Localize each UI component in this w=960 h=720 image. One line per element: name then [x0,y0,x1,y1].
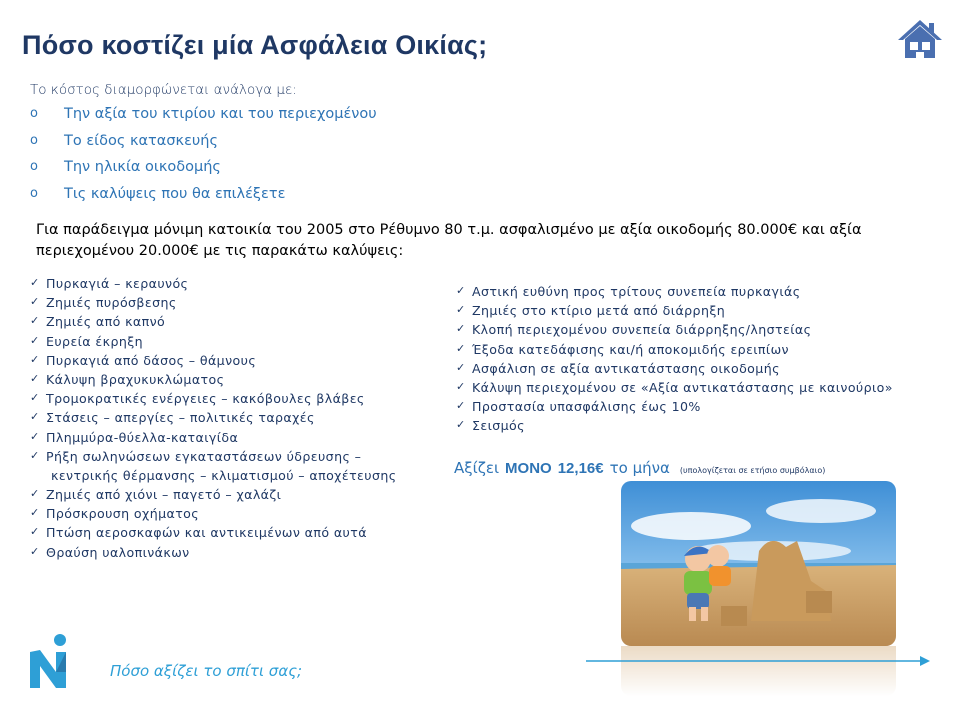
check-icon: ✓ [456,360,466,374]
coverage-list-right [456,284,893,438]
check-icon: ✓ [456,303,466,317]
list-item: ✓ Προστασία υπασφάλισης έως 10% [456,399,893,418]
list-item: ✓ Πρόσκρουση οχήματος [30,506,397,525]
list-item: ✓ Ρήξη σωληνώσεων εγκαταστάσεων ύδρευσης – [30,449,397,468]
list-item: ✓ Αστική ευθύνη προς τρίτους συνεπεία πυρκαγιάς [456,284,893,303]
list-item: ✓ Ευρεία έκρηξη [30,334,397,353]
check-icon: ✓ [30,544,40,558]
check-icon: ✓ [30,333,40,347]
page-title: Πόσο κοστίζει μία Ασφάλεια Οικίας; [22,30,488,60]
list-item: ✓ Κάλυψη βραχυκυκλώματος [30,372,397,391]
list-item: ✓ Θραύση υαλοπινάκων [30,545,397,564]
company-logo [26,632,74,690]
list-item: o Την αξία του κτιρίου και του περιεχομένου [30,106,377,133]
list-item: o Την ηλικία οικοδομής [30,159,377,186]
check-icon: ✓ [456,322,466,336]
list-item: ✓ Ζημιές από καπνό [30,314,397,333]
check-icon: ✓ [30,410,40,424]
check-icon: ✓ [456,379,466,393]
price-amount: 12,16€ [557,460,604,477]
check-icon: ✓ [456,418,466,432]
price-prefix: Αξίζει [454,459,500,477]
bullet-icon: o [30,185,38,201]
check-icon: ✓ [30,314,40,328]
list-item: o Το είδος κατασκευής [30,133,377,160]
list-item: ✓ Πυρκαγιά από δάσος – θάμνους [30,353,397,372]
beach-children-photo [621,481,896,646]
list-item: ✓ Σεισμός [456,418,893,437]
check-icon: ✓ [30,295,40,309]
check-icon: ✓ [30,487,40,501]
home-icon[interactable] [896,18,944,60]
bullet-icon: o [30,132,38,148]
check-icon: ✓ [456,341,466,355]
list-item: ✓ Ζημιές πυρόσβεσης [30,295,397,314]
list-item: ✓ Πτώση αεροσκαφών και αντικειμένων από αυτά [30,525,397,544]
list-item: ✓ Ζημιές στο κτίριο μετά από διάρρηξη [456,303,893,322]
price-mono-label: ΜΟΝΟ [505,460,552,477]
list-item: ✓ Ασφάλιση σε αξία αντικατάστασης οικοδομής [456,361,893,380]
check-icon: ✓ [30,391,40,405]
list-item: ✓ Κλοπή περιεχομένου συνεπεία διάρρηξης/ληστείας [456,322,893,341]
list-item-continuation: κεντρικής θέρμανσης – κλιματισμού – αποχέτευσης [51,467,397,483]
list-item: ✓ Ζημιές από χιόνι – παγετό – χαλάζι [30,487,397,506]
check-icon: ✓ [30,506,40,520]
list-item: ✓ Στάσεις – απεργίες – πολιτικές ταραχές [30,410,397,429]
list-item: ✓ Τρομοκρατικές ενέργειες – κακόβουλες βλάβες [30,391,397,410]
price-suffix: το μήνα [609,459,670,477]
price-line [454,459,825,477]
intro-text: Το κόστος διαμορφώνεται ανάλογα με: [30,82,297,98]
check-icon: ✓ [456,399,466,413]
example-paragraph: Για παράδειγμα μόνιμη κατοικία του 2005 στο Ρέθυμνο 80 τ.μ. ασφαλισμένο με αξία οικοδομής 80.000€ και αξία περιεχομένου 20.000€ με τις παρακάτω καλύψεις: [36,222,862,259]
list-item: ✓ Έξοδα κατεδάφισης και/ή αποκομιδής ερειπίων [456,342,893,361]
check-icon: ✓ [30,429,40,443]
list-item: o Τις καλύψεις που θα επιλέξετε [30,186,377,213]
price-note: (υπολογίζεται σε ετήσιο συμβόλαιο) [679,466,826,475]
check-icon: ✓ [30,352,40,366]
check-icon: ✓ [456,284,466,297]
list-item: ✓ Πλημμύρα-θύελλα-καταιγίδα [30,430,397,449]
check-icon: ✓ [30,276,40,289]
cost-factors-list [30,106,377,212]
arrow-line [586,654,930,668]
list-item: ✓ Κάλυψη περιεχομένου σε «Αξία αντικατάστασης με καινούριο» [456,380,893,399]
check-icon: ✓ [30,525,40,539]
check-icon: ✓ [30,371,40,385]
tagline: Πόσο αξίζει το σπίτι σας; [110,662,303,680]
bullet-icon: o [30,159,38,174]
coverage-list-left [30,276,397,564]
list-item: ✓ Πυρκαγιά – κεραυνός [30,276,397,295]
bullet-icon: o [30,106,38,121]
check-icon: ✓ [30,448,40,462]
